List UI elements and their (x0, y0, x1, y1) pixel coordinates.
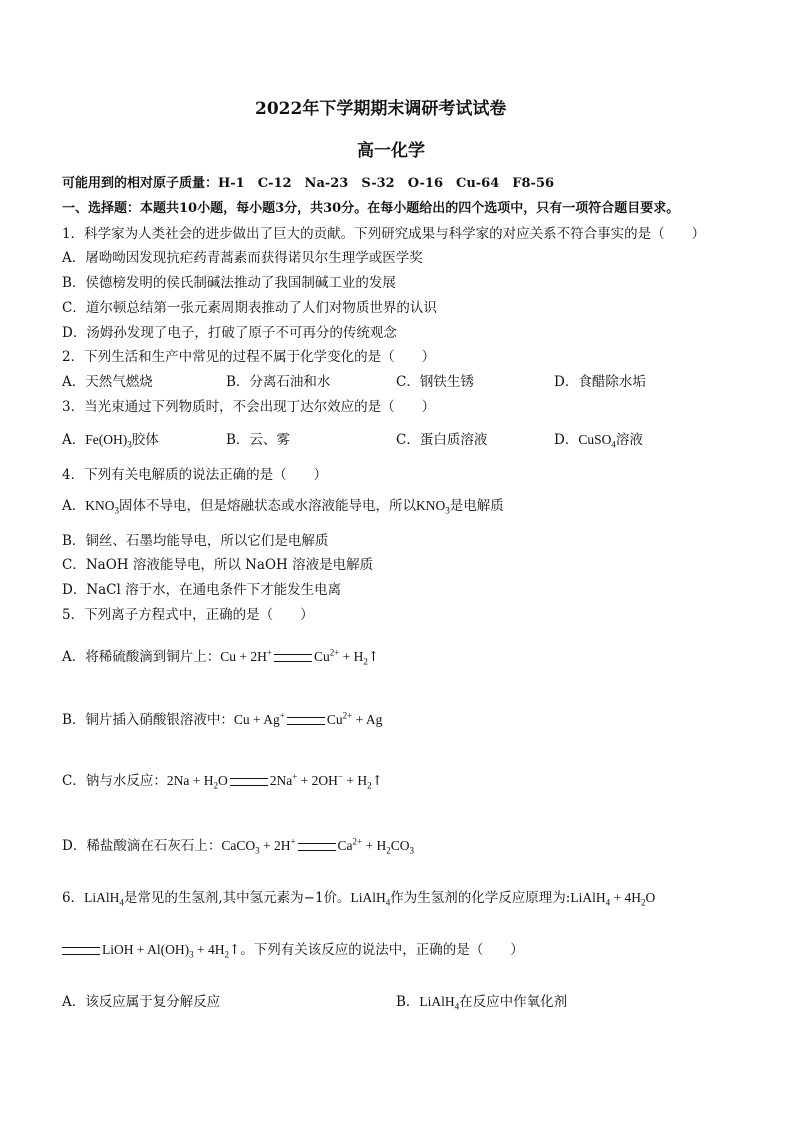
q5-c-rhs2: + 2OH (297, 773, 338, 788)
q5-d-label: D．稀盐酸滴在石灰石上： (62, 838, 222, 854)
q5-c-lhs2: O (217, 773, 228, 788)
q6-formula-4: + 4H (610, 890, 641, 905)
q6-number: 6． (62, 890, 85, 906)
q1-stem: 1．科学家为人类社会的进步做出了巨大的贡献。下列研究成果与科学家的对应关系不符合事实的是（ ） (62, 226, 706, 242)
q5-d-rhs3: CO (390, 838, 410, 853)
q5-d-lhs: CaCO (221, 838, 256, 853)
q6-b-text: 在反应中作氧化剂 (459, 994, 568, 1010)
q5-option-c (62, 772, 383, 790)
q6-formula-5: O (645, 890, 656, 905)
q3-a-sub: 3 (127, 439, 132, 450)
q5-stem: 5．下列离子方程式中，正确的是（ ） (62, 607, 314, 623)
q3-d-suffix: 溶液 (615, 432, 643, 448)
q5-d-lhs-sub: 3 (255, 845, 260, 856)
exam-subject: 高一化学 (357, 141, 425, 161)
q3-stem: 3．当光束通过下列物质时，不会出现丁达尔效应的是（ ） (62, 399, 436, 415)
exam-title: 2022年下学期期末调研考试试卷 (255, 99, 507, 119)
q3-a-suffix: 胶体 (131, 432, 159, 448)
q4-stem: 4．下列有关电解质的说法正确的是（ ） (62, 467, 328, 483)
q6-formula-1: LiAlH (84, 890, 120, 905)
q6-stem-line2 (62, 941, 524, 959)
q6-text-1: 是常见的生氢剂,其中氢元素为−1价。 (123, 890, 351, 906)
q5-d-rhs1-sup: 2+ (352, 836, 363, 847)
q3-d-label: D． (554, 432, 579, 448)
q6-option-b (396, 993, 567, 1011)
gas-arrow-icon: ↑ (228, 942, 241, 958)
q5-a-rhs2-sub: 2 (363, 656, 368, 667)
q5-d-rhs1: Ca (337, 838, 353, 853)
q5-a-lhs: Cu + 2H (220, 649, 267, 664)
q5-c-rhs1: 2Na (269, 773, 293, 788)
q5-option-a (62, 648, 379, 666)
equals-sign-icon (298, 843, 336, 851)
q6-product-1-sub: 3 (189, 949, 194, 960)
q6-b-formula: LiAlH (419, 994, 455, 1009)
q3-option-c: C．蛋白质溶液 (396, 432, 488, 448)
q5-c-rhs1-sup: + (292, 771, 298, 782)
q4-a-formula-2: KNO (416, 498, 446, 513)
q5-b-label: B．铜片插入硝酸银溶液中： (62, 712, 234, 728)
q6-b-label: B． (396, 994, 420, 1010)
q5-d-rhs2: + H (362, 838, 387, 853)
atomic-masses: 可能用到的相对原子质量：H-1 C-12 Na-23 S-32 O-16 Cu-64 F8-56 (62, 176, 555, 191)
q5-a-rhs2: + H (339, 649, 364, 664)
q4-a-text: 固体不导电，但是熔融状态或水溶液能导电，所以 (119, 498, 416, 514)
q2-option-c: C．钢铁生锈 (396, 374, 474, 390)
q5-d-lhs2: + 2H (259, 838, 291, 853)
q6-b-sub: 4 (454, 1001, 460, 1012)
q3-option-b: B．云、雾 (226, 432, 290, 448)
q5-c-label: C．钠与水反应： (62, 773, 167, 789)
equals-sign-icon (274, 654, 312, 662)
q6-stem-line1 (62, 889, 655, 907)
q1-option-a: A．屠呦呦因发现抗疟药青蒿素而获得诺贝尔生理学或医学奖 (62, 250, 423, 266)
q5-b-rhs1-sup: 2+ (342, 710, 353, 721)
equals-sign-icon (62, 947, 100, 955)
q5-option-b (62, 711, 382, 729)
q3-a-formula: Fe(OH) (85, 432, 128, 447)
q6-product-1: LiOH + Al(OH) (102, 942, 190, 957)
q5-b-rhs1: Cu (326, 712, 343, 727)
q4-a-formula: KNO (85, 498, 115, 513)
q5-option-d (62, 837, 414, 855)
q4-a-sub: 3 (114, 505, 119, 516)
q5-c-rhs3: + H (342, 773, 368, 788)
q5-a-rhs1: Cu (313, 649, 330, 664)
q6-question: 。下列有关该反应的说法中，正确的是（ ） (240, 942, 524, 958)
q6-text-2: 作为生氢剂的化学反应原理为: (390, 890, 571, 906)
q6-product-2-sub: 2 (224, 949, 229, 960)
q3-d-formula: CuSO (578, 432, 612, 447)
q2-option-b: B．分离石油和水 (226, 374, 331, 390)
q2-option-a: A．天然气燃烧 (62, 374, 153, 390)
gas-arrow-icon: ↑ (367, 649, 380, 665)
q5-d-rhs3-sub: 3 (409, 845, 414, 856)
q5-b-rhs2: + Ag (352, 712, 383, 727)
q3-d-sub: 4 (611, 439, 616, 450)
q5-d-lhs2-sup: + (290, 836, 296, 847)
q1-option-c: C．道尔顿总结第一张元素周期表推动了人们对物质世界的认识 (62, 300, 437, 316)
q1-option-d: D．汤姆孙发现了电子，打破了原子不可再分的传统观念 (62, 325, 397, 341)
q3-option-a (62, 431, 159, 449)
equals-sign-icon (230, 778, 268, 786)
q5-c-lhs-sub: 2 (213, 780, 218, 791)
q6-product-2: + 4H (193, 942, 225, 957)
section-heading: 一、选择题：本题共10小题，每小题3分，共30分。在每小题给出的四个选项中，只有一项符合题目要求。 (62, 201, 680, 216)
q2-option-d: D．食醋除水垢 (554, 374, 646, 390)
q2-stem: 2．下列生活和生产中常见的过程不属于化学变化的是（ ） (62, 349, 436, 365)
q5-a-label: A．将稀硫酸滴到铜片上： (62, 649, 221, 665)
q4-a-label: A． (62, 498, 86, 514)
q5-b-lhs-sup: + (279, 710, 285, 721)
q4-option-d: D．NaCl 溶于水，在通电条件下才能发生电离 (62, 582, 342, 598)
q4-a-sub-2: 3 (445, 505, 450, 516)
q4-a-text-2: 是电解质 (449, 498, 504, 514)
q5-c-rhs2-sup: − (337, 771, 343, 782)
q4-option-b: B．铜丝、石墨均能导电，所以它们是电解质 (62, 533, 329, 549)
q6-option-a: A．该反应属于复分解反应 (62, 994, 221, 1010)
q3-a-label: A． (62, 432, 86, 448)
q5-c-rhs3-sub: 2 (367, 780, 372, 791)
q3-option-d (554, 431, 643, 449)
q6-formula-2: LiAlH (350, 890, 386, 905)
gas-arrow-icon: ↑ (371, 773, 383, 789)
q6-formula-2-sub: 4 (385, 897, 391, 908)
q5-a-rhs1-sup: 2+ (329, 647, 340, 658)
q6-formula-1-sub: 4 (119, 897, 124, 908)
q5-d-rhs2-sub: 2 (386, 845, 391, 856)
q4-option-c: C．NaOH 溶液能导电，所以 NaOH 溶液是电解质 (62, 557, 374, 573)
q4-option-a (62, 497, 504, 515)
q5-a-lhs-sup: + (266, 647, 272, 658)
q6-formula-3: LiAlH (570, 890, 606, 905)
q6-formula-4-sub: 2 (640, 897, 646, 908)
equals-sign-icon (287, 717, 325, 725)
q6-formula-3-sub: 4 (605, 897, 611, 908)
q5-c-lhs: 2Na + H (166, 773, 214, 788)
q5-b-lhs: Cu + Ag (233, 712, 280, 727)
q1-option-b: B．侯德榜发明的侯氏制碱法推动了我国制碱工业的发展 (62, 275, 396, 291)
